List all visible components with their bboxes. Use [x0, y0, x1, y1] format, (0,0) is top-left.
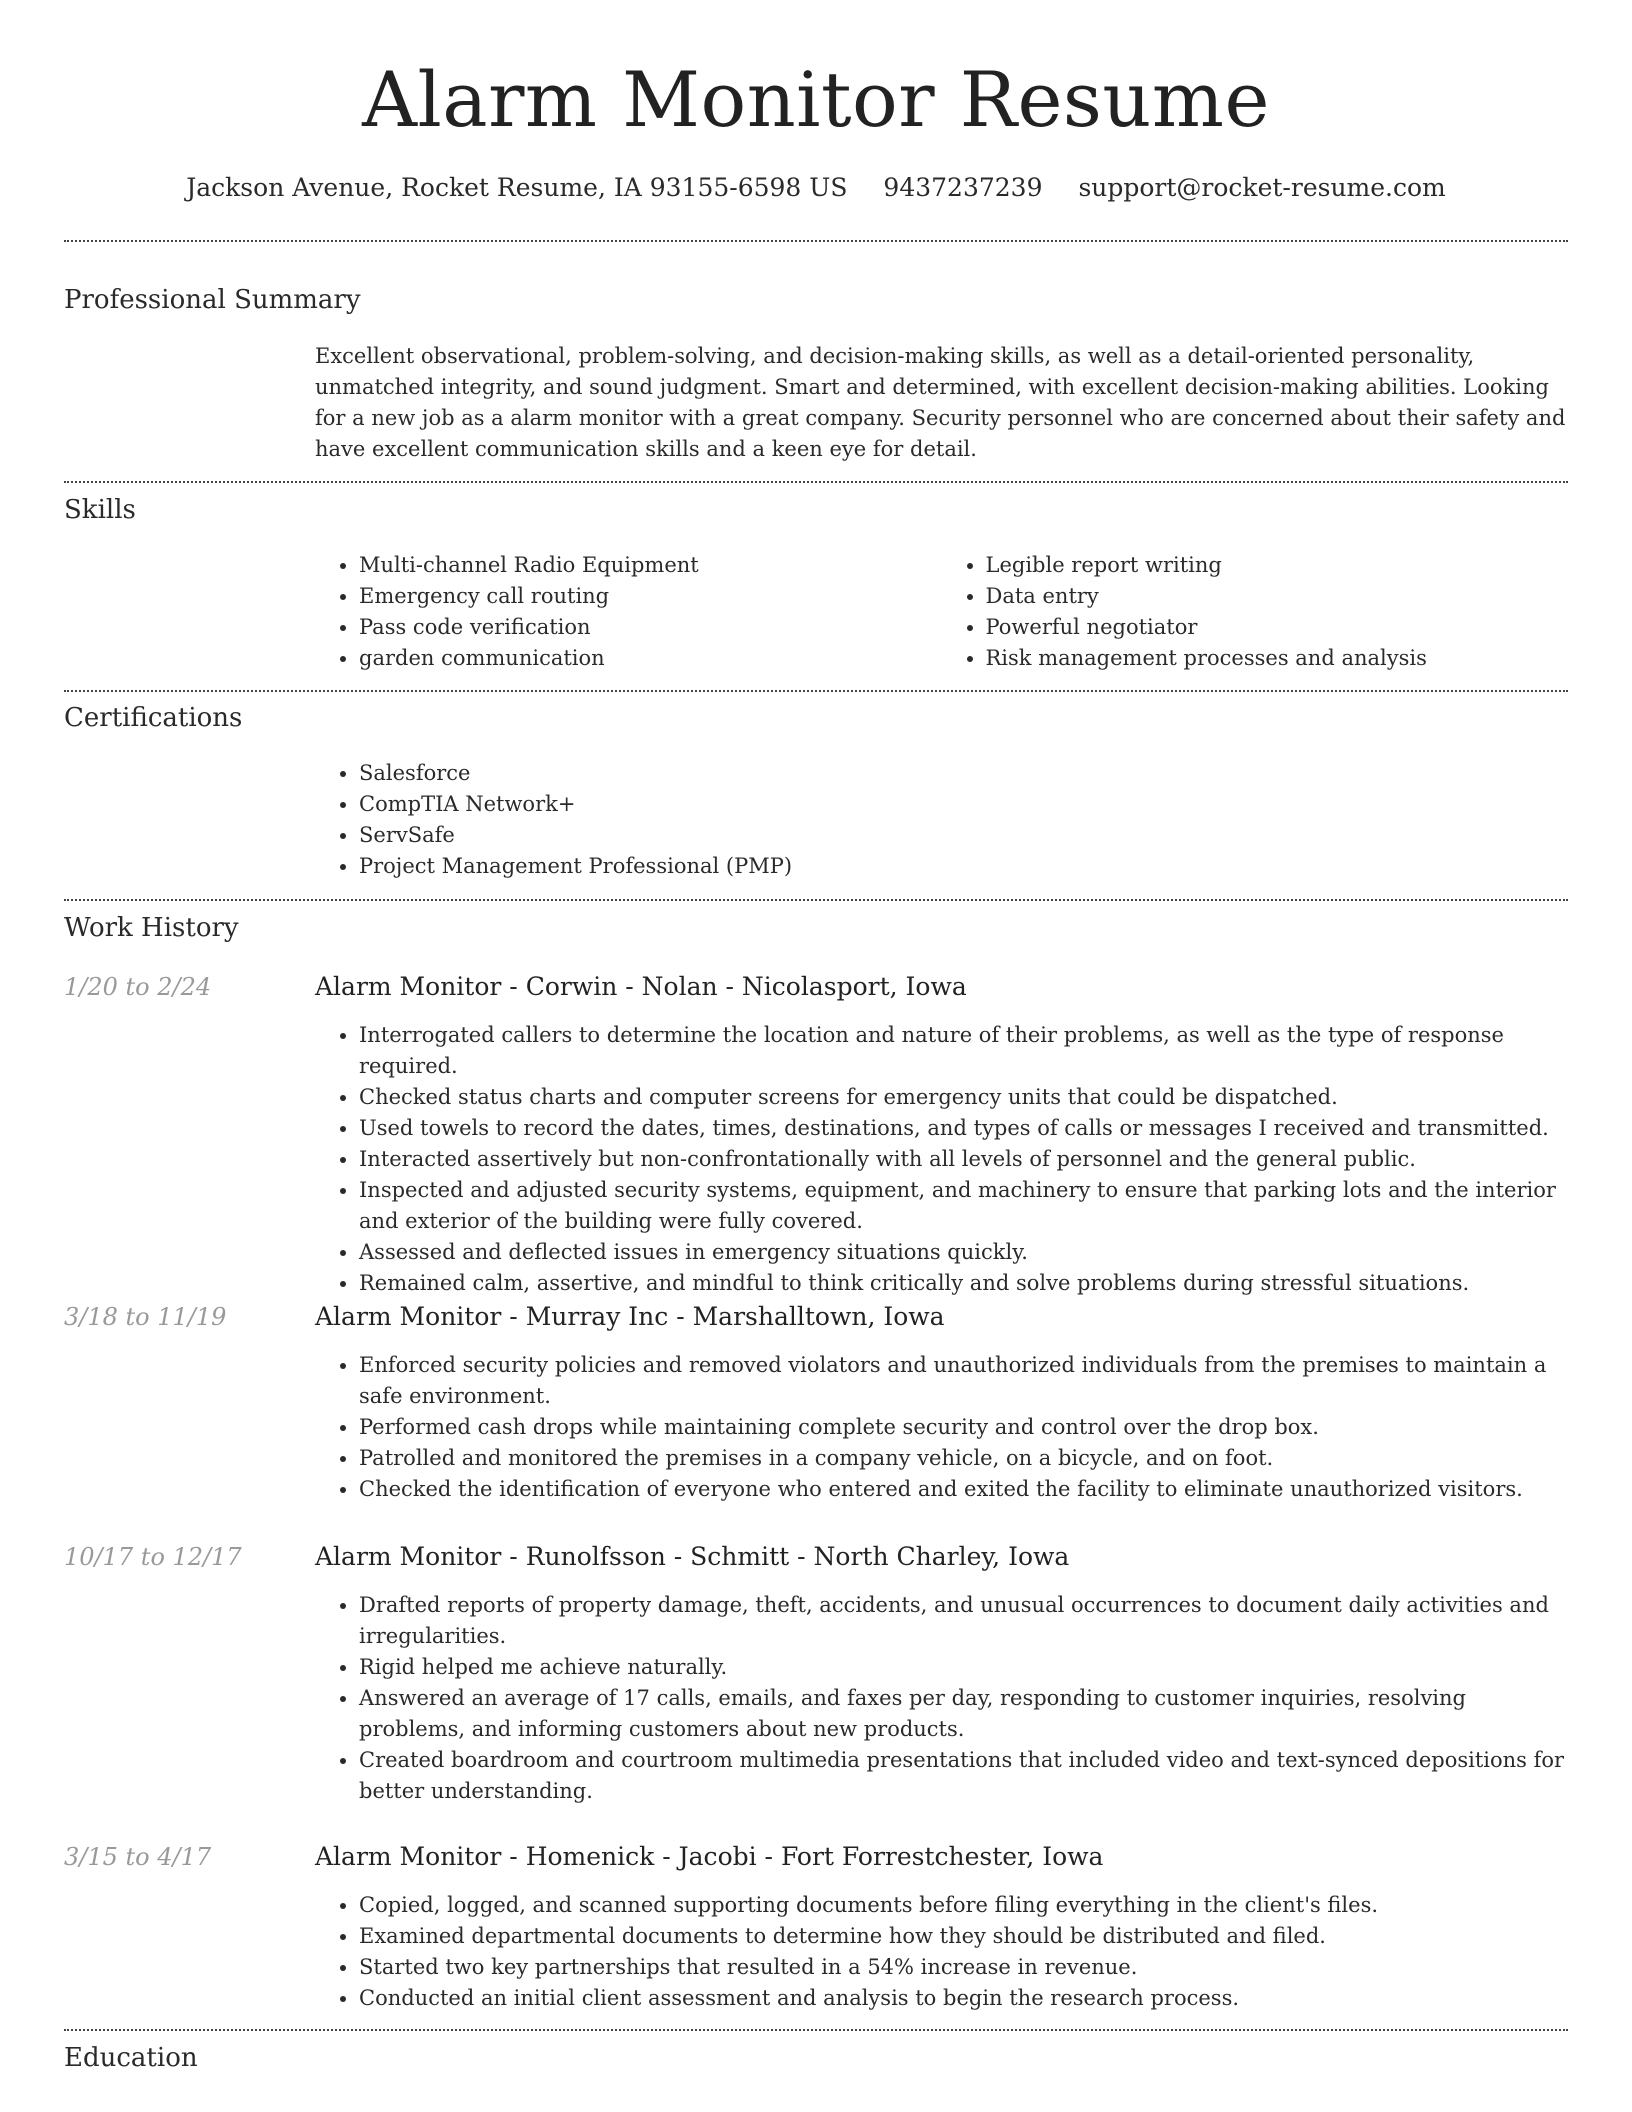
summary-text: Excellent observational, problem-solving, and decision-making skills, as well as a detail-oriented personality, unmatched integrity, and sound judgment. Smart and determined, with excellent decision-making abilities. Looking for a new job as a alarm monitor with a great company. Security personnel who are concerned about their safety and have excellent communication skills and a keen eye for detail. [315, 344, 1566, 461]
job-date: 3/18 to 11/19 [64, 1303, 227, 1331]
skill-item: • Data entry [986, 581, 1569, 612]
contact-address: Jackson Avenue, Rocket Resume, IA 93155-6598 US [186, 173, 848, 202]
job-duty-item: • Conducted an initial client assessment and analysis to begin the research process. [359, 1983, 1568, 2014]
job-duty-item: • Performed cash drops while maintaining complete security and control over the drop box. [359, 1412, 1568, 1443]
job-duty-item: • Created boardroom and courtroom multimedia presentations that included video and text-synced depositions for better understanding. [359, 1745, 1568, 1807]
skills-list-right [942, 550, 1569, 674]
job-duty-item: • Copied, logged, and scanned supporting documents before filing everything in the client's files. [359, 1890, 1568, 1921]
contact-email: support@rocket-resume.com [1078, 173, 1446, 202]
job-title: Alarm Monitor - Homenick - Jacobi - Fort Forrestchester, Iowa [315, 1842, 1104, 1871]
section-divider [64, 690, 1568, 692]
job-date: 1/20 to 2/24 [64, 973, 212, 1001]
job-duties [315, 1890, 1568, 2014]
skill-item: • Risk management processes and analysis [986, 643, 1569, 674]
job-date: 10/17 to 12/17 [64, 1543, 242, 1571]
skills-heading: Skills [64, 495, 136, 525]
work-history-heading: Work History [64, 913, 239, 943]
certification-item: • Project Management Professional (PMP) [359, 851, 1568, 882]
certification-item: • ServSafe [359, 820, 1568, 851]
certifications-content [315, 758, 1568, 882]
certification-item: • Salesforce [359, 758, 1568, 789]
job-duty-item: • Inspected and adjusted security systems, equipment, and machinery to ensure that parking lots and the interior and exterior of the building were fully covered. [359, 1175, 1568, 1237]
skill-item: • Legible report writing [986, 550, 1569, 581]
job-title: Alarm Monitor - Corwin - Nolan - Nicolasport, Iowa [315, 972, 967, 1001]
skills-content [315, 550, 1568, 674]
job-duty-item: • Rigid helped me achieve naturally. [359, 1652, 1568, 1683]
education-heading: Education [64, 2043, 198, 2073]
skills-list-left [315, 550, 942, 674]
certification-item: • CompTIA Network+ [359, 789, 1568, 820]
job-duty-item: • Checked status charts and computer screens for emergency units that could be dispatched. [359, 1082, 1568, 1113]
skill-item: • Emergency call routing [359, 581, 942, 612]
job-duties [315, 1020, 1568, 1299]
job-duty-item: • Remained calm, assertive, and mindful to think critically and solve problems during stressful situations. [359, 1268, 1568, 1299]
job-duties [315, 1590, 1568, 1807]
resume-title: Alarm Monitor Resume [362, 55, 1270, 144]
job-duties [315, 1350, 1568, 1505]
contact-line [64, 170, 1568, 206]
section-divider [64, 899, 1568, 901]
certifications-list [315, 758, 1568, 882]
job-duty-item: • Examined departmental documents to determine how they should be distributed and filed. [359, 1921, 1568, 1952]
job-title: Alarm Monitor - Murray Inc - Marshalltown, Iowa [315, 1302, 945, 1331]
job-duty-item: • Drafted reports of property damage, theft, accidents, and unusual occurrences to document daily activities and irregularities. [359, 1590, 1568, 1652]
skill-item: • Multi-channel Radio Equipment [359, 550, 942, 581]
section-divider [64, 240, 1568, 242]
job-title: Alarm Monitor - Runolfsson - Schmitt - North Charley, Iowa [315, 1542, 1070, 1571]
skill-item: • Powerful negotiator [986, 612, 1569, 643]
job-duty-item: • Interrogated callers to determine the location and nature of their problems, as well as the type of response required. [359, 1020, 1568, 1082]
job-duty-item: • Patrolled and monitored the premises in a company vehicle, on a bicycle, and on foot. [359, 1443, 1568, 1474]
job-duty-item: • Checked the identification of everyone who entered and exited the facility to eliminate unauthorized visitors. [359, 1474, 1568, 1505]
summary-heading: Professional Summary [64, 285, 361, 315]
contact-phone: 9437237239 [883, 173, 1043, 202]
job-duty-item: • Assessed and deflected issues in emergency situations quickly. [359, 1237, 1568, 1268]
job-date: 3/15 to 4/17 [64, 1843, 212, 1871]
certifications-heading: Certifications [64, 703, 243, 733]
job-duty-item: • Interacted assertively but non-confrontationally with all levels of personnel and the general public. [359, 1144, 1568, 1175]
job-duty-item: • Used towels to record the dates, times, destinations, and types of calls or messages I received and transmitted. [359, 1113, 1568, 1144]
skill-item: • Pass code verification [359, 612, 942, 643]
job-duty-item: • Enforced security policies and removed violators and unauthorized individuals from the premises to maintain a safe environment. [359, 1350, 1568, 1412]
section-divider [64, 481, 1568, 483]
skill-item: • garden communication [359, 643, 942, 674]
job-duty-item: • Answered an average of 17 calls, emails, and faxes per day, responding to customer inquiries, resolving problems, and informing customers about new products. [359, 1683, 1568, 1745]
job-duty-item: • Started two key partnerships that resulted in a 54% increase in revenue. [359, 1952, 1568, 1983]
summary-content [315, 341, 1568, 465]
section-divider [64, 2029, 1568, 2031]
